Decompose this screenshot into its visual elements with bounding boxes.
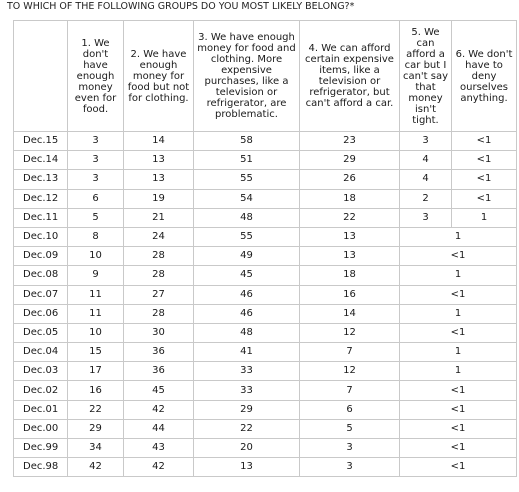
header-col-1: 1. We don't have enough money even for food. [68, 21, 124, 132]
table-cell: 55 [194, 170, 300, 189]
table-row [14, 170, 517, 189]
table-cell: 43 [124, 439, 194, 458]
row-label: Dec.03 [14, 362, 68, 381]
header-col-3: 3. We have enough money for food and clothing. More expensive purchases, like a television or refrigerator, are problematic. [194, 21, 300, 132]
table-cell: 14 [124, 132, 194, 151]
table-cell: 2 [400, 189, 452, 208]
table-cell: 20 [194, 439, 300, 458]
table-cell: 1 [400, 266, 517, 285]
table-cell: 16 [300, 285, 400, 304]
table-row [14, 247, 517, 266]
table-cell: 21 [124, 208, 194, 227]
table-cell: 28 [124, 304, 194, 323]
table-cell: 1 [400, 362, 517, 381]
table-cell: 1 [400, 343, 517, 362]
table-cell: <1 [400, 458, 517, 477]
table-row [14, 285, 517, 304]
table-cell: 18 [300, 266, 400, 285]
table-row [14, 419, 517, 438]
table-row [14, 439, 517, 458]
table-row [14, 400, 517, 419]
table-cell: 51 [194, 151, 300, 170]
table-cell: 26 [300, 170, 400, 189]
row-label: Dec.00 [14, 419, 68, 438]
table-cell: 13 [300, 227, 400, 246]
table-cell: 3 [400, 132, 452, 151]
table-cell: 18 [300, 189, 400, 208]
table-row [14, 362, 517, 381]
table-cell: <1 [452, 132, 517, 151]
table-cell: 3 [300, 458, 400, 477]
header-col-5: 5. We can afford a car but I can't say that money isn't tight. [400, 21, 452, 132]
table-cell: 5 [300, 419, 400, 438]
table-cell: <1 [400, 247, 517, 266]
table-row [14, 381, 517, 400]
table-cell: 8 [68, 227, 124, 246]
table-row [14, 227, 517, 246]
table-cell: 7 [300, 381, 400, 400]
table-cell: 12 [300, 323, 400, 342]
table-cell: <1 [452, 170, 517, 189]
table-cell: 13 [300, 247, 400, 266]
table-cell: 1 [400, 304, 517, 323]
row-label: Dec.04 [14, 343, 68, 362]
table-cell: 3 [400, 208, 452, 227]
table-cell: 12 [300, 362, 400, 381]
row-label: Dec.11 [14, 208, 68, 227]
table-cell: 15 [68, 343, 124, 362]
table-row [14, 458, 517, 477]
table-row [14, 343, 517, 362]
table-cell: <1 [400, 285, 517, 304]
table-cell: 4 [400, 170, 452, 189]
table-cell: 3 [68, 170, 124, 189]
table-row [14, 189, 517, 208]
table-cell: 28 [124, 266, 194, 285]
table-cell: 42 [68, 458, 124, 477]
table-cell: 29 [194, 400, 300, 419]
table-row [14, 151, 517, 170]
table-cell: 3 [300, 439, 400, 458]
table-cell: 36 [124, 362, 194, 381]
row-label: Dec.98 [14, 458, 68, 477]
table-cell: 42 [124, 400, 194, 419]
table-cell: 16 [68, 381, 124, 400]
survey-table [13, 20, 517, 477]
table-title: TO WHICH OF THE FOLLOWING GROUPS DO YOU MOST LIKELY BELONG?* [7, 1, 355, 12]
table-row [14, 132, 517, 151]
table-cell: 34 [68, 439, 124, 458]
row-label: Dec.07 [14, 285, 68, 304]
table-cell: 33 [194, 362, 300, 381]
row-label: Dec.09 [14, 247, 68, 266]
table-cell: 46 [194, 285, 300, 304]
header-corner [14, 21, 68, 132]
header-col-6: 6. We don't have to deny ourselves anything. [452, 21, 517, 132]
table-cell: 17 [68, 362, 124, 381]
table-cell: 13 [124, 151, 194, 170]
table-row [14, 323, 517, 342]
row-label: Dec.13 [14, 170, 68, 189]
table-cell: 9 [68, 266, 124, 285]
row-label: Dec.01 [14, 400, 68, 419]
table-row [14, 208, 517, 227]
row-label: Dec.10 [14, 227, 68, 246]
table-cell: 48 [194, 323, 300, 342]
table-cell: 44 [124, 419, 194, 438]
table-row [14, 266, 517, 285]
table-cell: 4 [400, 151, 452, 170]
table-cell: 29 [68, 419, 124, 438]
table-cell: 19 [124, 189, 194, 208]
table-row [14, 304, 517, 323]
row-label: Dec.08 [14, 266, 68, 285]
table-cell: 24 [124, 227, 194, 246]
table-cell: <1 [400, 323, 517, 342]
table-cell: 13 [194, 458, 300, 477]
table-cell: 10 [68, 247, 124, 266]
table-cell: <1 [400, 439, 517, 458]
table-cell: 41 [194, 343, 300, 362]
table-cell: <1 [452, 151, 517, 170]
table-cell: 3 [68, 132, 124, 151]
table-cell: 22 [300, 208, 400, 227]
table-cell: 48 [194, 208, 300, 227]
row-label: Dec.14 [14, 151, 68, 170]
table-cell: <1 [452, 189, 517, 208]
table-cell: 55 [194, 227, 300, 246]
table-cell: 3 [68, 151, 124, 170]
table-cell: 30 [124, 323, 194, 342]
table-cell: 28 [124, 247, 194, 266]
table-cell: 45 [194, 266, 300, 285]
table-cell: 36 [124, 343, 194, 362]
header-row [14, 21, 517, 132]
table-cell: 33 [194, 381, 300, 400]
table-cell: 58 [194, 132, 300, 151]
table-cell: 11 [68, 285, 124, 304]
table-cell: 29 [300, 151, 400, 170]
table-cell: 42 [124, 458, 194, 477]
row-label: Dec.12 [14, 189, 68, 208]
row-label: Dec.02 [14, 381, 68, 400]
table-cell: 10 [68, 323, 124, 342]
table-cell: 11 [68, 304, 124, 323]
row-label: Dec.15 [14, 132, 68, 151]
table-body [14, 132, 517, 477]
table-cell: 54 [194, 189, 300, 208]
table-cell: 13 [124, 170, 194, 189]
table-cell: 6 [68, 189, 124, 208]
table-cell: 22 [68, 400, 124, 419]
table-cell: 22 [194, 419, 300, 438]
table-cell: 49 [194, 247, 300, 266]
table-cell: 1 [400, 227, 517, 246]
table-cell: 46 [194, 304, 300, 323]
table-cell: <1 [400, 419, 517, 438]
header-col-2: 2. We have enough money for food but not for clothing. [124, 21, 194, 132]
table-cell: 14 [300, 304, 400, 323]
row-label: Dec.99 [14, 439, 68, 458]
table-cell: <1 [400, 400, 517, 419]
row-label: Dec.06 [14, 304, 68, 323]
table-cell: 7 [300, 343, 400, 362]
table-cell: 27 [124, 285, 194, 304]
table-cell: 45 [124, 381, 194, 400]
table-cell: 23 [300, 132, 400, 151]
row-label: Dec.05 [14, 323, 68, 342]
table-cell: 1 [452, 208, 517, 227]
table-cell: 5 [68, 208, 124, 227]
header-col-4: 4. We can afford certain expensive items, like a television or refrigerator, but can't afford a car. [300, 21, 400, 132]
table-cell: 6 [300, 400, 400, 419]
table-cell: <1 [400, 381, 517, 400]
